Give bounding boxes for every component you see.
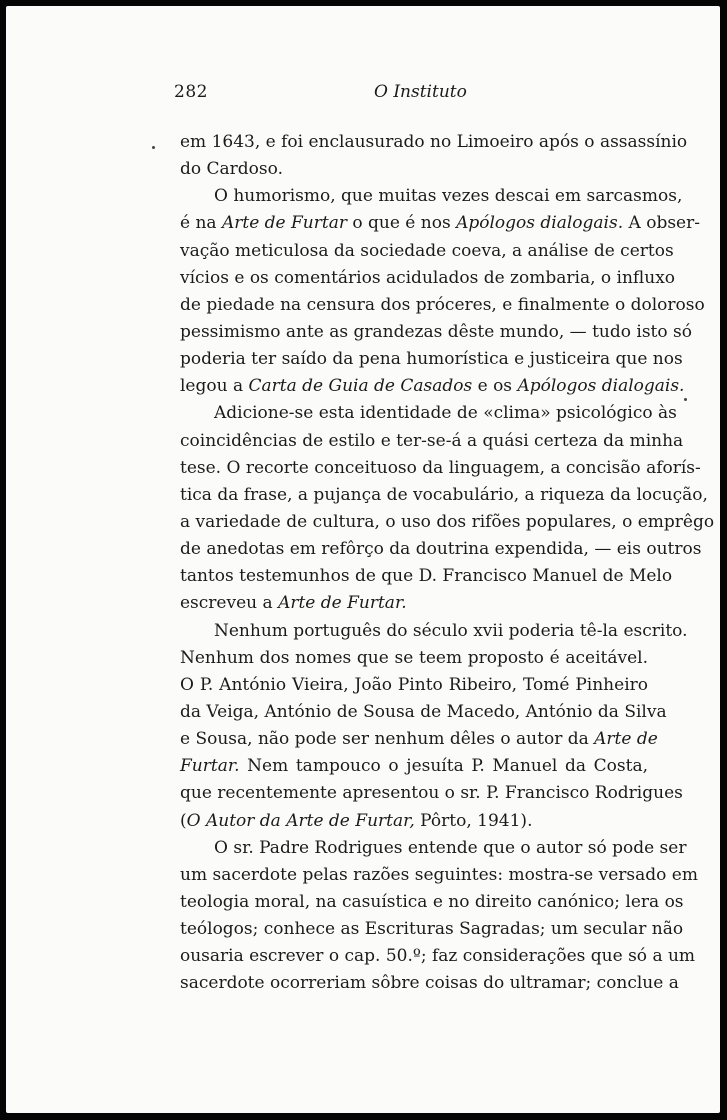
text-run: poderia ter saído da pena humorística e justiceira que nos (180, 349, 683, 370)
text-run: teologia moral, na casuística e no direito canónico; lera os (180, 891, 684, 912)
text-line (180, 373, 685, 400)
text-line (180, 835, 687, 862)
text-line (180, 618, 688, 645)
text-run: em 1643, e foi enclausurado no Limoeiro após o assassínio (180, 132, 688, 152)
text-line (180, 210, 700, 237)
text-line (180, 645, 648, 672)
text-line (180, 862, 698, 889)
text-run: o que é nos (346, 213, 457, 234)
text-line (180, 590, 648, 617)
text-line (180, 183, 683, 210)
text-run: e Sousa, não pode ser nenhum dêles o autor da (180, 729, 595, 750)
text-run: Nem tampouco o jesuíta P. Manuel da Costa, (239, 756, 648, 777)
italic-title: O Autor da Arte de Furtar, (186, 810, 415, 831)
text-line (180, 970, 679, 997)
text-line (180, 672, 648, 699)
italic-title: Arte de Furtar. (278, 593, 407, 614)
text-run: Pôrto, 1941). (414, 810, 533, 831)
text-run: de piedade na censura dos próceres, e finalmente o doloroso (180, 294, 705, 315)
text-run: escreveu a (180, 593, 279, 614)
print-speck (152, 146, 155, 149)
text-run: O humorismo, que muitas vezes descai em sarcasmos, (214, 186, 683, 207)
text-run: é na (180, 213, 222, 234)
text-line (180, 428, 684, 455)
text-line (180, 346, 683, 373)
italic-title: Arte de Furtar (221, 213, 347, 234)
text-line (180, 156, 648, 183)
text-line (180, 129, 688, 156)
text-run: que recentemente apresentou o sr. P. Francisco Rodrigues (180, 783, 683, 804)
text-run: ( (180, 810, 187, 831)
text-line (180, 726, 658, 753)
text-run: de anedotas em refôrço da doutrina expendida, — eis outros (180, 539, 702, 560)
text-run: tantos testemunhos de que D. Francisco Manuel de Melo (180, 566, 673, 587)
page (6, 6, 720, 1113)
text-line (180, 400, 677, 427)
italic-title: Apólogos dialogais. (517, 376, 685, 397)
text-line (180, 482, 708, 509)
page-header (174, 82, 648, 108)
text-run: legou a (180, 376, 249, 397)
italic-title: Carta de Guia de Casados (248, 376, 473, 397)
text-run: e os (472, 376, 518, 397)
text-line (180, 780, 683, 807)
text-line (180, 563, 673, 590)
print-speck (684, 398, 687, 401)
text-run: O P. António Vieira, João Pinto Ribeiro, Tomé Pinheiro (180, 674, 648, 695)
page-number: 282 (174, 82, 208, 102)
text-line (180, 753, 648, 780)
text-line (180, 943, 696, 970)
text-run: teólogos; conhece as Escrituras Sagradas; um secular não (180, 919, 684, 940)
body-text (180, 129, 715, 998)
text-run: a variedade de cultura, o uso dos rifões populares, o emprêgo (180, 511, 715, 532)
text-run: vícios e os comentários acidulados de zombaria, o influxo (180, 267, 676, 288)
text-line (180, 916, 684, 943)
text-run: Adicione-se esta identidade de «clima» psicológico às (214, 403, 677, 424)
text-run: um sacerdote pelas razões seguintes: mostra-se versado em (180, 864, 698, 885)
text-run: da Veiga, António de Sousa de Macedo, António da Silva (180, 701, 667, 722)
italic-title: Furtar. (180, 756, 240, 777)
text-run: pessimismo ante as grandezas dêste mundo, — tudo isto só (180, 321, 692, 342)
text-run: sacerdote ocorreriam sôbre coisas do ultramar; conclue a (180, 973, 679, 994)
text-run: O sr. Padre Rodrigues entende que o autor só pode ser (214, 837, 687, 858)
text-run: do Cardoso. (180, 159, 283, 180)
text-line (180, 509, 715, 536)
text-run: coincidências de estilo e ter-se-á a quási certeza da minha (180, 430, 684, 451)
text-run: tica da frase, a pujança de vocabulário, a riqueza da locução, (180, 484, 708, 505)
text-run: vação meticulosa da sociedade coeva, a análise de certos (180, 240, 674, 261)
text-line (180, 808, 648, 835)
text-line (180, 292, 705, 319)
text-line (180, 699, 667, 726)
text-line (180, 889, 684, 916)
italic-title: Arte de (594, 729, 658, 750)
text-line (180, 265, 676, 292)
text-run: Nenhum português do século xvii poderia tê-la escrito. (214, 620, 688, 641)
text-line (180, 238, 674, 265)
text-run: tese. O recorte conceituoso da linguagem, a concisão aforís- (180, 457, 701, 478)
running-title: O Instituto (374, 82, 467, 102)
italic-title: Apólogos dialogais. (456, 213, 624, 234)
text-line (180, 536, 702, 563)
text-run: ousaria escrever o cap. 50.º; faz considerações que só a um (180, 946, 696, 967)
text-run: Nenhum dos nomes que se teem proposto é aceitável. (180, 647, 648, 668)
text-line (180, 455, 701, 482)
text-run: A obser- (623, 213, 700, 234)
text-line (180, 319, 692, 346)
